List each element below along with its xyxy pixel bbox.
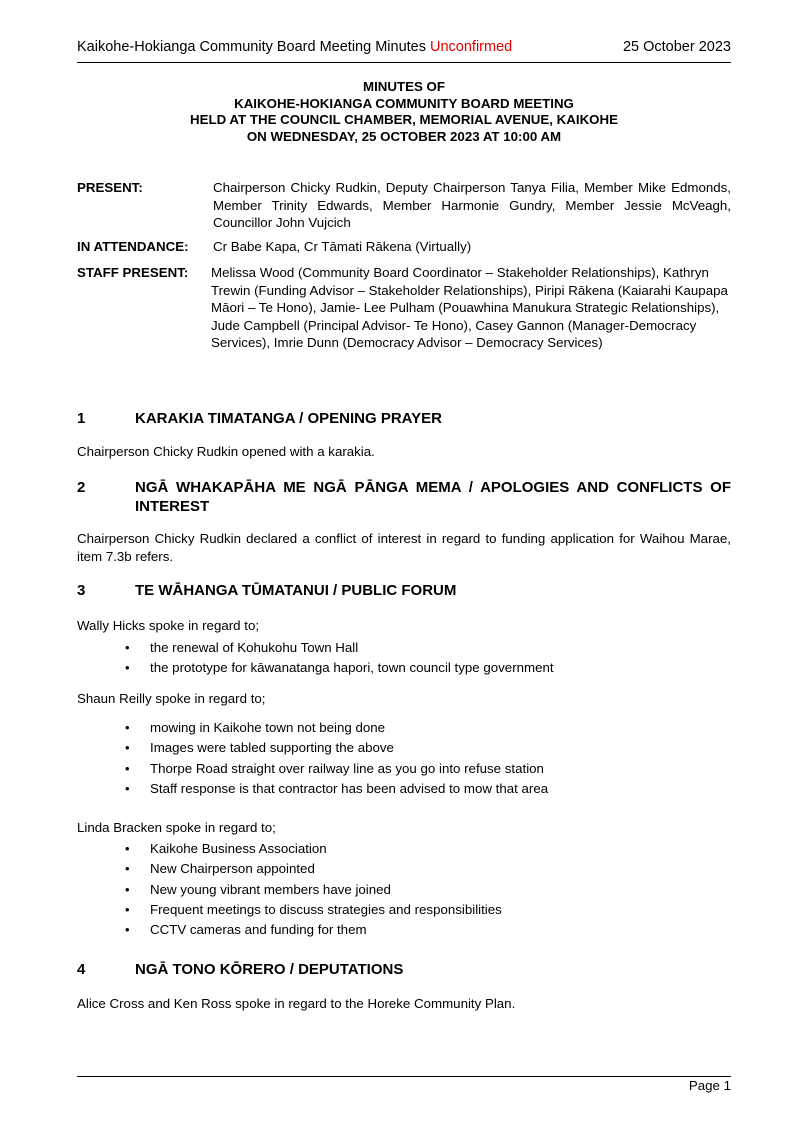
section-1-title: KARAKIA TIMATANGA / OPENING PRAYER: [135, 410, 442, 427]
footer-divider: [77, 1076, 731, 1077]
list-item: • the prototype for kāwanatanga hapori, town council type government: [121, 658, 721, 678]
header-title-group: [77, 39, 512, 55]
header-title: Kaikohe-Hokianga Community Board Meeting Minutes: [77, 39, 426, 55]
list-item: • Images were tabled supporting the above: [121, 738, 721, 758]
staff-present-label: STAFF PRESENT:: [77, 265, 189, 280]
list-item: • New young vibrant members have joined: [121, 880, 721, 900]
speaker-3-intro: Linda Bracken spoke in regard to;: [77, 820, 276, 835]
in-attendance-block: [77, 238, 731, 256]
section-4-title: NGĀ TONO KŌRERO / DEPUTATIONS: [135, 961, 404, 978]
header-divider: [77, 62, 731, 63]
speaker-1-intro: Wally Hicks spoke in regard to;: [77, 618, 260, 633]
speaker-2-list: [121, 718, 721, 799]
unconfirmed-status: Unconfirmed: [430, 39, 513, 55]
page-number: Page 1: [688, 1078, 731, 1093]
list-item: • the renewal of Kohukohu Town Hall: [121, 638, 721, 658]
list-item: • Kaikohe Business Association: [121, 839, 721, 859]
title-line-3: HELD AT THE COUNCIL CHAMBER, MEMORIAL AVENUE, KAIKOHE: [190, 112, 618, 127]
section-1-number: 1: [77, 410, 86, 427]
section-4-number: 4: [77, 961, 86, 978]
page-header: [77, 39, 731, 55]
section-1-heading: [77, 409, 731, 428]
section-2-body: Chairperson Chicky Rudkin declared a conflict of interest in regard to funding application for Waihou Marae, item 7.3b refers.: [77, 531, 731, 564]
in-attendance-value: Cr Babe Kapa, Cr Tāmati Rākena (Virtually): [213, 239, 472, 254]
in-attendance-label: IN ATTENDANCE:: [77, 239, 189, 254]
section-4-heading: [77, 960, 731, 979]
staff-present-value: Melissa Wood (Community Board Coordinator – Stakeholder Relationships), Kathryn Trewin (Funding Advisor – Stakeholder Relationships), Piripi Rākena (Kaiarahi Kaupapa Māori – Te Hono), Jamie- Lee Pulham (Pouawhina Manukura Strategic Relationships), Jude Campbell (Principal Advisor- Te Hono), Casey Gannon (Manager-Democracy Services), Imrie Dunn (Democracy Advisor – Democracy Services): [211, 265, 728, 350]
title-block: [77, 79, 731, 145]
title-line-2: KAIKOHE-HOKIANGA COMMUNITY BOARD MEETING: [234, 95, 574, 111]
list-item: • CCTV cameras and funding for them: [121, 920, 721, 940]
section-3-title: TE WĀHANGA TŪMATANUI / PUBLIC FORUM: [135, 582, 457, 599]
present-label: PRESENT:: [77, 180, 143, 195]
list-item: • New Chairperson appointed: [121, 859, 721, 879]
header-date: 25 October 2023: [622, 39, 731, 55]
list-item: • Staff response is that contractor has been advised to mow that area: [121, 779, 721, 799]
section-2-heading: [77, 478, 731, 516]
section-2-number: 2: [77, 479, 86, 496]
section-3-number: 3: [77, 582, 86, 599]
section-1-body: Chairperson Chicky Rudkin opened with a karakia.: [77, 444, 375, 459]
present-value: Chairperson Chicky Rudkin, Deputy Chairperson Tanya Filia, Member Mike Edmonds, Member Trinity Edwards, Member Harmonie Gundry, Member Jessie McVeagh, Councillor John Vujcich: [213, 180, 731, 230]
list-item: • Frequent meetings to discuss strategies and responsibilities: [121, 900, 721, 920]
list-item: • mowing in Kaikohe town not being done: [121, 718, 721, 738]
present-block: [77, 179, 731, 232]
speaker-2-intro: Shaun Reilly spoke in regard to;: [77, 691, 266, 706]
section-4-body: Alice Cross and Ken Ross spoke in regard to the Horeke Community Plan.: [77, 996, 516, 1011]
section-3-heading: [77, 581, 731, 600]
section-2-title: NGĀ WHAKAPĀHA ME NGĀ PĀNGA MEMA / APOLOGIES AND CONFLICTS OF INTEREST: [135, 479, 731, 515]
speaker-3-list: [121, 839, 721, 940]
list-item: • Thorpe Road straight over railway line as you go into refuse station: [121, 759, 721, 779]
speaker-1-list: [121, 638, 721, 679]
staff-present-block: [77, 264, 731, 352]
title-line-4: ON WEDNESDAY, 25 OCTOBER 2023 AT 10:00 AM: [246, 128, 562, 144]
title-line-1: MINUTES OF: [363, 79, 445, 94]
